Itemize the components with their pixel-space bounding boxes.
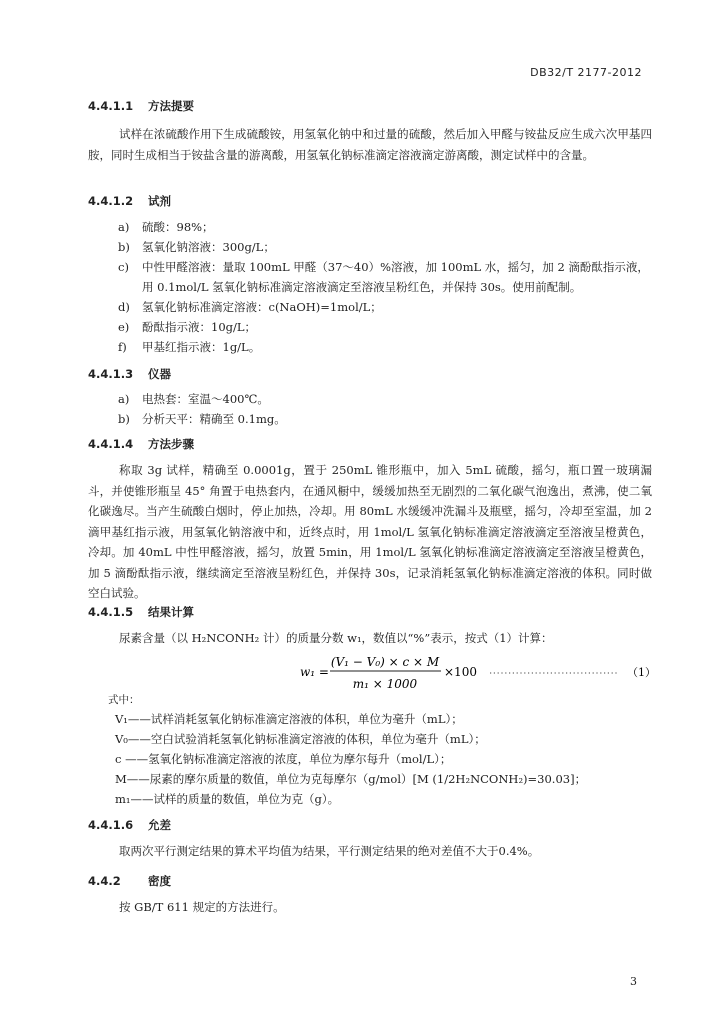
list-text: 分析天平：精确至 0.1mg。	[142, 412, 286, 426]
section-title: 允差	[148, 818, 171, 832]
section-heading	[88, 366, 171, 382]
formula-lhs: w₁ =	[300, 665, 329, 679]
list-text: 电热套：室温～400℃。	[142, 392, 269, 406]
paragraph: 尿素含量（以 H₂NCONH₂ 计）的质量分数 w₁，数值以“%”表示，按式（1）计算：	[119, 631, 553, 645]
list-item	[118, 217, 214, 238]
formula-multiplier: ×100	[444, 665, 477, 679]
list-marker: a)	[118, 392, 130, 406]
variable-definition: V₀——空白试验消耗氢氧化钠标准滴定溶液的体积，单位为毫升（mL）；	[115, 732, 486, 746]
list-marker: e)	[118, 320, 130, 334]
list-item	[118, 389, 269, 410]
section-title: 密度	[148, 874, 171, 888]
section-title: 结果计算	[148, 605, 194, 619]
section-number: 4.4.1.2	[88, 194, 134, 208]
section-heading	[88, 604, 194, 620]
section-heading	[88, 436, 194, 452]
list-marker: b)	[118, 412, 130, 426]
section-heading	[88, 817, 171, 833]
paragraph: 称取 3g 试样，精确至 0.0001g，置于 250mL 锥形瓶中，加入 5mL 硫酸，摇匀，瓶口置一玻璃漏斗，并使锥形瓶呈 45° 角置于电热套内，在通风橱中，缓缓加热至无剧烈的二氧化碳气泡逸出，煮沸，使二氧化碳逸尽。当产生硫酸白烟时，停止加热，冷却。用 80mL 水缓缓冲洗漏斗及瓶壁，摇匀，冷却至室温，加 2 滴甲基红指示液，用氢氧化钠溶液中和，近终点时，用 1mol/L 氢氧化钠标准滴定溶液滴定至溶液呈橙黄色，冷却。加 40mL 中性甲醛溶液，摇匀，放置 5min，用 1mol/L 氢氧化钠标准滴定溶液滴定至溶液呈橙黄色，加 5 滴酚酞指示液，继续滴定至溶液呈粉红色，并保持 30s，记录消耗氢氧化钠标准滴定溶液的体积。同时做空白试验。	[88, 463, 652, 600]
list-text: 酚酞指示液：10g/L；	[142, 320, 257, 334]
variable-definition: V₁——试样消耗氢氧化钠标准滴定溶液的体积，单位为毫升（mL）；	[115, 712, 463, 726]
list-item	[118, 297, 382, 318]
section-number: 4.4.2	[88, 874, 121, 888]
list-text: 氢氧化钠溶液：300g/L；	[142, 240, 275, 254]
list-marker: b)	[118, 240, 130, 254]
list-text: 甲基红指示液：1g/L。	[142, 340, 261, 354]
section-heading	[88, 873, 171, 889]
equation-number: （1）	[627, 666, 656, 679]
section-heading	[88, 98, 194, 114]
list-marker: c)	[118, 260, 129, 274]
section-number: 4.4.1.6	[88, 818, 134, 832]
section-number: 4.4.1.5	[88, 605, 134, 619]
variable-definition: m₁——试样的质量的数值，单位为克（g）。	[115, 792, 340, 806]
list-item	[118, 409, 286, 430]
list-marker: d)	[118, 300, 130, 314]
where-label: 式中：	[108, 694, 140, 706]
list-text: 中性甲醛溶液：量取 100mL 甲醛（37～40）%溶液，加 100mL 水，摇匀，加 2 滴酚酞指示液，	[142, 260, 649, 274]
section-title: 仪器	[148, 367, 171, 381]
section-number: 4.4.1.3	[88, 367, 134, 381]
variable-definition: c ——氢氧化钠标准滴定溶液的浓度，单位为摩尔每升（mol/L）；	[115, 752, 452, 766]
section-heading	[88, 193, 171, 209]
list-item	[118, 317, 256, 338]
list-text: 氢氧化钠标准滴定溶液：c(NaOH)=1mol/L；	[142, 300, 382, 314]
formula-numerator: (V₁ − V₀) × c × M	[330, 655, 440, 669]
list-item	[118, 337, 260, 358]
list-text: 硫酸：98%；	[142, 220, 214, 234]
section-title: 方法提要	[148, 99, 194, 113]
variable-definition: M——尿素的摩尔质量的数值，单位为克每摩尔（g/mol）[M (1/2H₂NCONH₂)=30.03]；	[115, 772, 587, 786]
list-marker: f)	[118, 340, 127, 354]
paragraph: 试样在浓硫酸作用下生成硫酸铵，用氢氧化钠中和过量的硫酸，然后加入甲醛与铵盐反应生成六次甲基四胺，同时生成相当于铵盐含量的游离酸，用氢氧化钠标准滴定溶液滴定游离酸，测定试样中的含量。	[88, 127, 652, 162]
page-number: 3	[630, 975, 637, 988]
section-title: 试剂	[148, 194, 171, 208]
list-item	[118, 257, 649, 278]
section-number: 4.4.1.4	[88, 437, 134, 451]
formula-denominator: m₁ × 1000	[352, 677, 418, 691]
list-item	[118, 237, 275, 258]
list-item-continuation: 用 0.1mol/L 氢氧化钠标准滴定溶液滴定至溶液呈粉红色，并保持 30s。使用前配制。	[142, 280, 582, 294]
section-title: 方法步骤	[148, 437, 194, 451]
section-number: 4.4.1.1	[88, 99, 134, 113]
paragraph: 按 GB/T 611 规定的方法进行。	[119, 900, 285, 914]
paragraph: 取两次平行测定结果的算术平均值为结果，平行测定结果的绝对差值不大于0.4%。	[119, 844, 540, 858]
list-marker: a)	[118, 220, 130, 234]
standard-code: DB32/T 2177-2012	[530, 66, 642, 79]
formula	[300, 648, 656, 696]
